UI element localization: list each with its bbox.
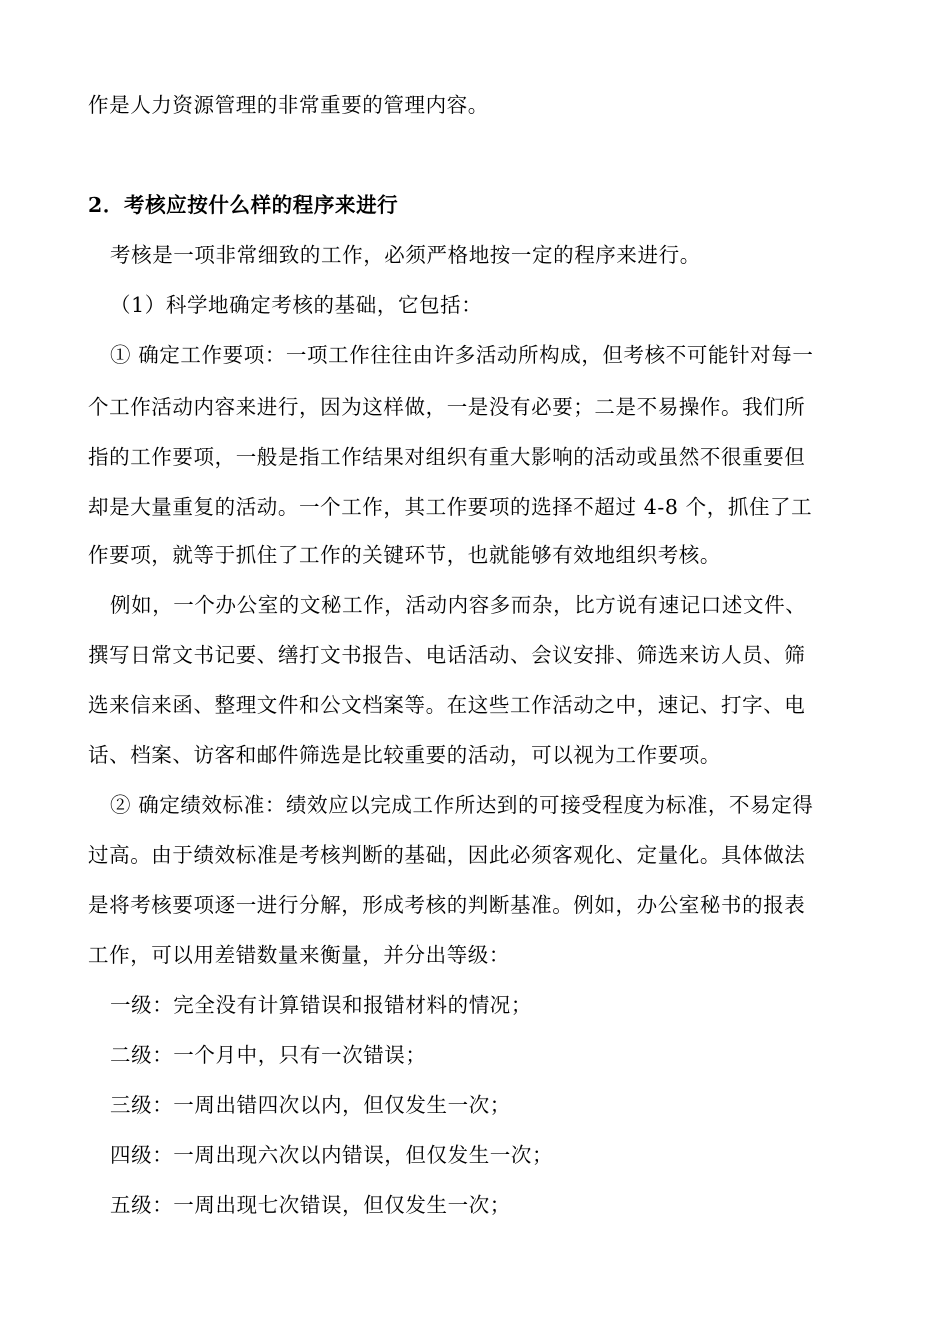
grade-item: 三级：一周出错四次以内，但仅发生一次； bbox=[110, 1093, 511, 1117]
paragraph-line: 却是大量重复的活动。一个工作，其工作要项的选择不超过 4-8 个，抓住了工 bbox=[88, 495, 813, 519]
paragraph-line: ① 确定工作要项：一项工作往往由许多活动所构成，但考核不可能针对每一 bbox=[110, 343, 814, 367]
grade-item: 五级：一周出现七次错误，但仅发生一次； bbox=[110, 1193, 511, 1217]
paragraph-line: 撰写日常文书记要、缮打文书报告、电话活动、会议安排、筛选来访人员、筛 bbox=[88, 643, 806, 667]
paragraph-line: 考核是一项非常细致的工作，必须严格地按一定的程序来进行。 bbox=[110, 243, 701, 267]
grade-item: 四级：一周出现六次以内错误，但仅发生一次； bbox=[110, 1143, 554, 1167]
subsection-heading: （1）科学地确定考核的基础，它包括： bbox=[110, 293, 483, 317]
paragraph-line: 指的工作要项，一般是指工作结果对组织有重大影响的活动或虽然不很重要但 bbox=[88, 445, 806, 469]
paragraph-line: 作要项，就等于抓住了工作的关键环节，也就能够有效地组织考核。 bbox=[88, 543, 721, 567]
section-heading: 2．考核应按什么样的程序来进行 bbox=[88, 193, 399, 217]
grade-item: 一级：完全没有计算错误和报错材料的情况； bbox=[110, 993, 532, 1017]
paragraph-line: 话、档案、访客和邮件筛选是比较重要的活动，可以视为工作要项。 bbox=[88, 743, 721, 767]
paragraph-line: 是将考核要项逐一进行分解，形成考核的判断基准。例如，办公室秘书的报表 bbox=[88, 893, 806, 917]
paragraph-line: ② 确定绩效标准：绩效应以完成工作所达到的可接受程度为标准，不易定得 bbox=[110, 793, 814, 817]
paragraph-line: 个工作活动内容来进行，因为这样做，一是没有必要；二是不易操作。我们所 bbox=[88, 395, 806, 419]
paragraph-line: 选来信来函、整理文件和公文档案等。在这些工作活动之中，速记、打字、电 bbox=[88, 693, 806, 717]
grade-item: 二级：一个月中，只有一次错误； bbox=[110, 1043, 427, 1067]
paragraph-line: 例如，一个办公室的文秘工作，活动内容多而杂，比方说有速记口述文件、 bbox=[110, 593, 807, 617]
paragraph-line: 工作，可以用差错数量来衡量，并分出等级： bbox=[88, 943, 510, 967]
paragraph-line: 过高。由于绩效标准是考核判断的基础，因此必须客观化、定量化。具体做法 bbox=[88, 843, 806, 867]
paragraph-line: 作是人力资源管理的非常重要的管理内容。 bbox=[88, 93, 489, 117]
